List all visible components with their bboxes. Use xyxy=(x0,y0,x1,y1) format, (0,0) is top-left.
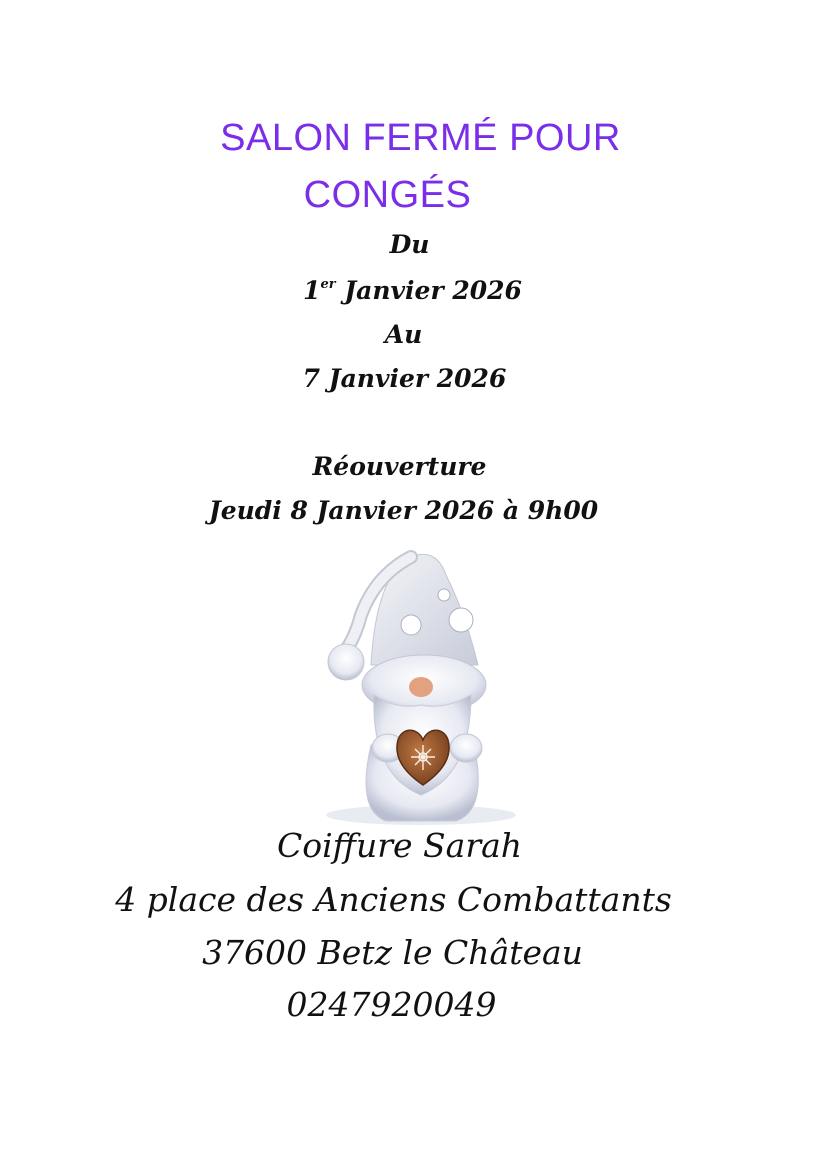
start-date xyxy=(0,276,826,305)
from-label: Du xyxy=(389,230,430,259)
reopen-label: Réouverture xyxy=(312,452,487,481)
winter-gnome-with-heart-illustration xyxy=(316,545,526,827)
reopen-date: Jeudi 8 Janvier 2026 à 9h00 xyxy=(208,496,599,525)
title-line-2: CONGÉS xyxy=(303,174,472,216)
start-month-year: Janvier 2026 xyxy=(335,276,522,305)
salon-name: Coiffure Sarah xyxy=(276,826,523,865)
start-day-suffix: er xyxy=(320,277,336,292)
salon-address: 4 place des Anciens Combattants xyxy=(115,880,672,919)
salon-city: 37600 Betz le Château xyxy=(202,933,583,972)
title-line-1: SALON FERMÉ POUR xyxy=(220,117,621,159)
start-day: 1 xyxy=(303,276,321,305)
salon-phone: 0247920049 xyxy=(286,985,497,1024)
end-date: 7 Janvier 2026 xyxy=(302,364,507,393)
to-label: Au xyxy=(384,320,423,349)
